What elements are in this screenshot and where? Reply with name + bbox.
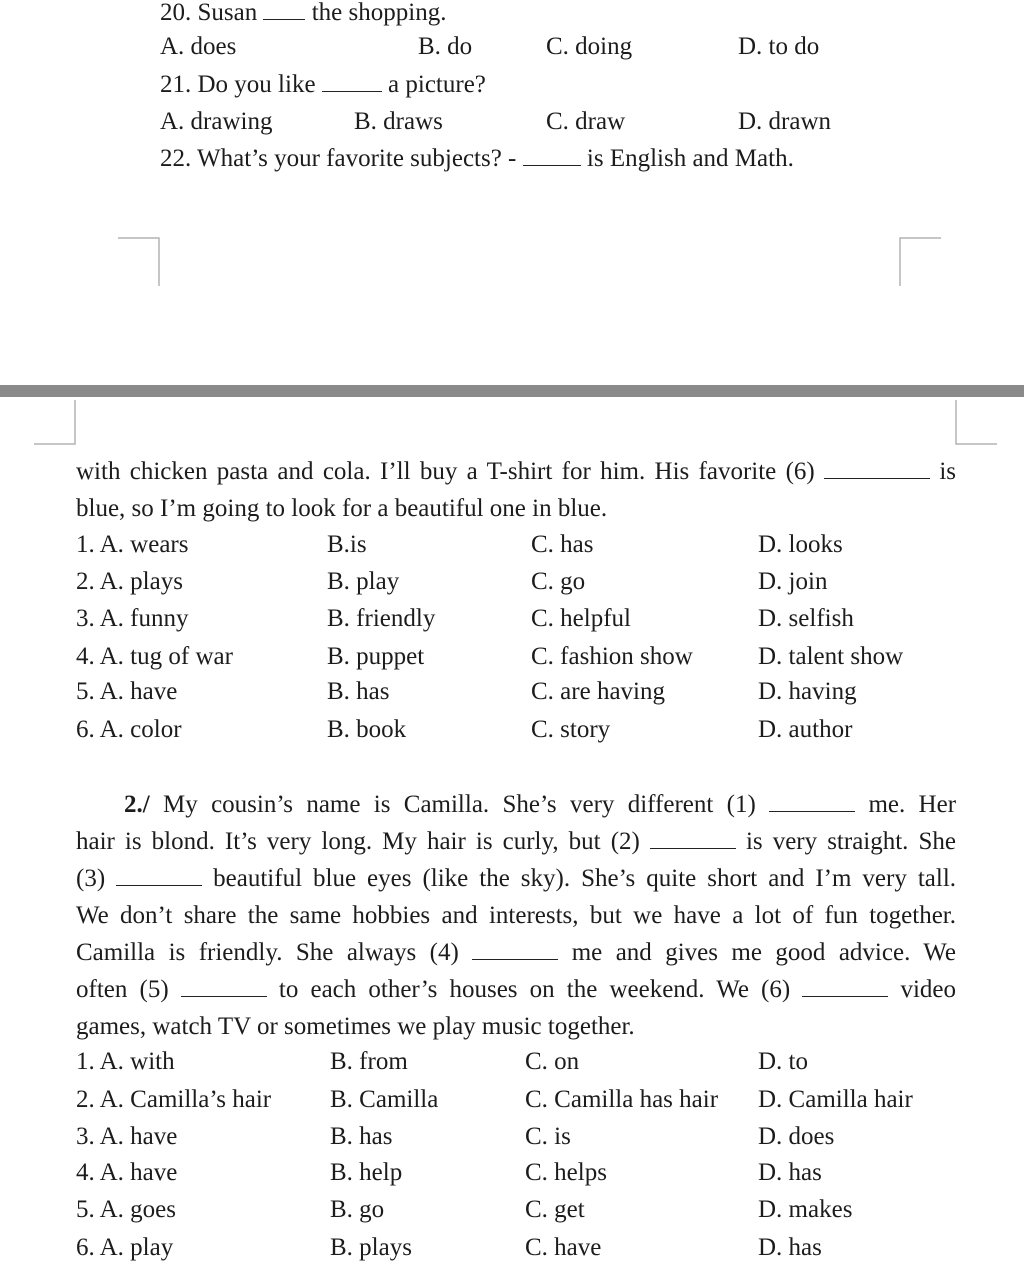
answer-blank (769, 791, 855, 812)
passage-line: We don’t share the same hobbies and interests, but we have a lot of fun together. (76, 902, 956, 929)
question-option-b: B.is (327, 531, 367, 558)
question-option-a: 5. A. goes (76, 1196, 176, 1223)
passage-line: Camilla is friendly. She always (4) me and gives me good advice. We (76, 939, 956, 966)
question-option-d: D. talent show (758, 643, 904, 670)
question-option-a: 4. A. tug of war (76, 643, 233, 670)
question-20 (160, 0, 446, 28)
option: D. to do (738, 33, 820, 60)
passage-line: blue, so I’m going to look for a beautiful one in blue. (76, 495, 608, 522)
page-divider (0, 385, 1024, 397)
question-21 (160, 70, 486, 100)
question-option-c: C. is (525, 1123, 571, 1150)
question-option-b: B. Camilla (330, 1086, 439, 1113)
question-option-c: C. get (525, 1196, 585, 1223)
option: A. drawing (160, 108, 273, 135)
passage-line: hair is blond. It’s very long. My hair is curly, but (2) is very straight. She (76, 828, 956, 855)
question-option-a: 5. A. have (76, 678, 178, 705)
question-option-b: B. from (330, 1048, 408, 1075)
question-option-d: D. having (758, 678, 857, 705)
question-option-b: B. puppet (327, 643, 425, 670)
answer-blank (322, 71, 382, 92)
question-option-b: B. friendly (327, 605, 436, 632)
answer-blank (472, 939, 558, 960)
answer-blank (523, 145, 581, 166)
question-option-a: 4. A. have (76, 1159, 178, 1186)
passage-2 (76, 786, 956, 1045)
question-option-d: D. to (758, 1048, 808, 1075)
option: D. drawn (738, 108, 832, 135)
passage-line: with chicken pasta and cola. I’ll buy a T-shirt for him. His favorite (6) is (76, 458, 956, 485)
question-option-a: 3. A. have (76, 1123, 178, 1150)
question-option-b: B. help (330, 1159, 403, 1186)
question-option-b: B. go (330, 1196, 385, 1223)
page-corner-mark (118, 236, 162, 288)
question-option-c: C. has (531, 531, 594, 558)
question-option-d: D. selfish (758, 605, 854, 632)
option: C. doing (546, 33, 633, 60)
question-20-stem: 20. Susan (160, 0, 258, 26)
question-22 (160, 144, 794, 174)
question-20-tail: the shopping. (311, 0, 447, 26)
question-option-d: D. has (758, 1234, 822, 1261)
question-option-c: C. story (531, 716, 611, 743)
question-option-b: B. has (327, 678, 390, 705)
page-corner-mark (898, 236, 942, 288)
question-option-d: D. makes (758, 1196, 853, 1223)
question-option-a: 3. A. funny (76, 605, 189, 632)
question-21-tail: a picture? (388, 71, 486, 98)
passage-line: games, watch TV or sometimes we play music together. (76, 1013, 635, 1040)
question-option-b: B. plays (330, 1234, 412, 1261)
question-option-c: C. fashion show (531, 643, 693, 670)
answer-blank (116, 865, 202, 886)
question-option-c: C. have (525, 1234, 602, 1261)
answer-blank (263, 0, 305, 20)
question-option-a: 1. A. wears (76, 531, 189, 558)
question-option-d: D. does (758, 1123, 835, 1150)
question-option-a: 2. A. plays (76, 568, 183, 595)
question-option-a: 2. A. Camilla’s hair (76, 1086, 272, 1113)
exercise-number: 2./ (124, 791, 150, 818)
answer-blank (824, 458, 930, 479)
page-corner-mark (34, 400, 78, 448)
question-option-b: B. has (330, 1123, 393, 1150)
question-option-c: C. go (531, 568, 586, 595)
question-option-c: C. on (525, 1048, 580, 1075)
question-option-c: C. helpful (531, 605, 631, 632)
question-option-a: 1. A. with (76, 1048, 175, 1075)
question-option-b: B. book (327, 716, 407, 743)
question-21-stem: 21. Do you like (160, 71, 316, 98)
passage-line: (3) beautiful blue eyes (like the sky). She’s quite short and I’m very tall. (76, 865, 957, 892)
question-22-tail: is English and Math. (586, 145, 794, 172)
option: B. draws (354, 108, 443, 135)
question-option-d: D. author (758, 716, 853, 743)
question-option-d: D. has (758, 1159, 822, 1186)
option: C. draw (546, 108, 626, 135)
option: B. do (418, 33, 473, 60)
question-option-c: C. helps (525, 1159, 607, 1186)
passage-1 (76, 453, 956, 527)
question-option-c: C. Camilla has hair (525, 1086, 719, 1113)
question-option-a: 6. A. play (76, 1234, 174, 1261)
answer-blank (181, 976, 267, 997)
question-option-d: D. looks (758, 531, 843, 558)
passage-line: 2./ My cousin’s name is Camilla. She’s very different (1) me. Her (124, 791, 957, 818)
question-option-b: B. play (327, 568, 400, 595)
question-option-c: C. are having (531, 678, 665, 705)
question-option-d: D. Camilla hair (758, 1086, 913, 1113)
answer-blank (802, 976, 888, 997)
passage-line: often (5) to each other’s houses on the weekend. We (6) video (76, 976, 956, 1003)
question-22-stem: 22. What’s your favorite subjects? - (160, 145, 517, 172)
page-corner-mark (954, 400, 998, 448)
answer-blank (650, 828, 736, 849)
option: A. does (160, 33, 237, 60)
question-option-a: 6. A. color (76, 716, 182, 743)
question-option-d: D. join (758, 568, 828, 595)
